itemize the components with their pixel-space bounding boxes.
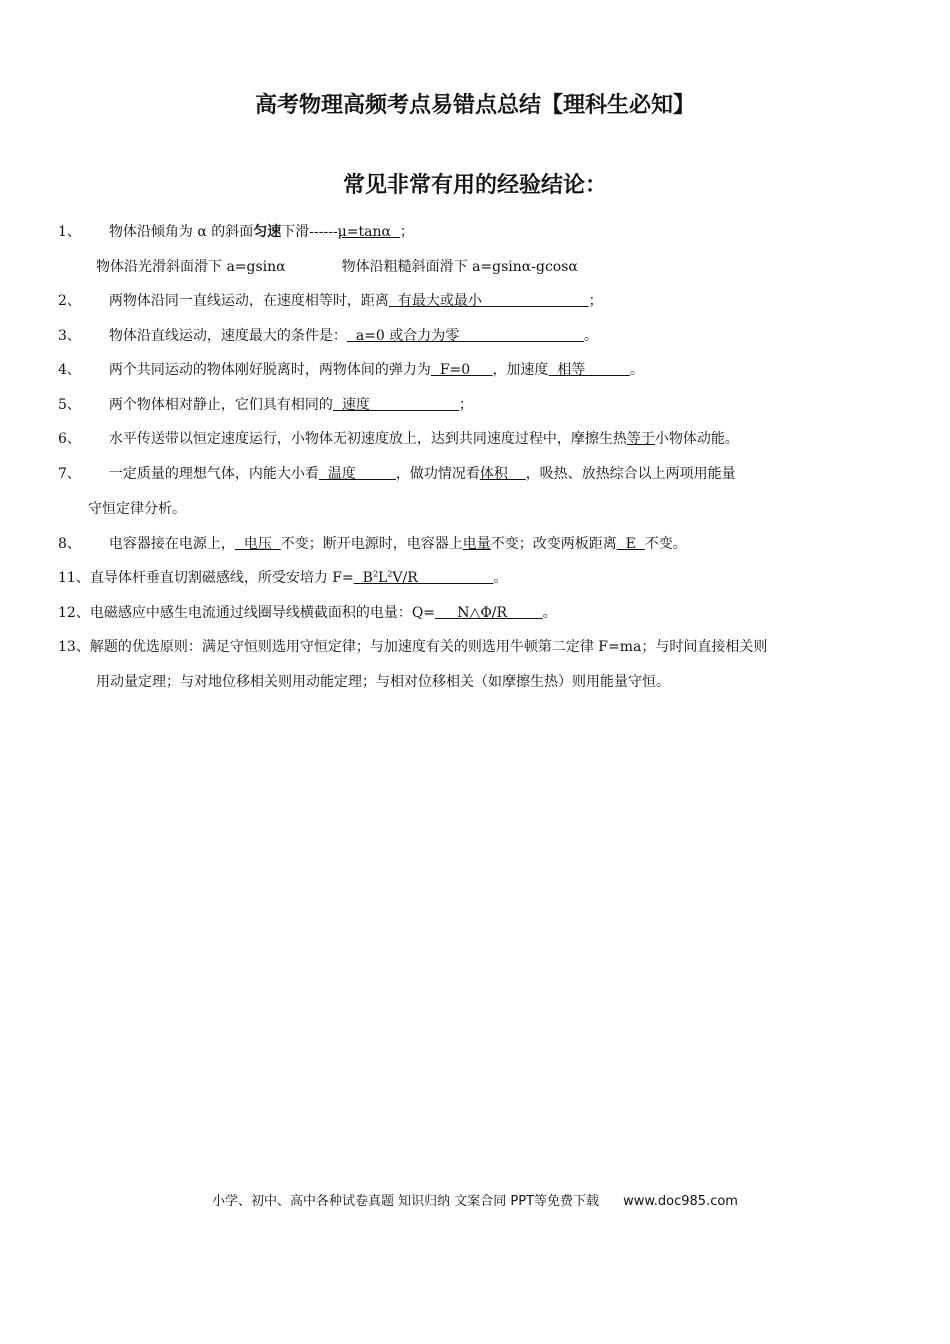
list-item-4: 4、 两个共同运动的物体刚好脱离时，两物体间的弹力为 F=0 ，加速度 相等 。 xyxy=(58,362,644,378)
list-item-1-sub: 物体沿光滑斜面滑下 a=gsinα 物体沿粗糙斜面滑下 a=gsinα-gcosα xyxy=(96,259,578,275)
list-item-13-continued: 用动量定理；与对地位移相关则用动能定理；与相对位移相关（如摩擦生热）则用能量守恒。 xyxy=(96,674,670,690)
list-item-12: 12、电磁感应中感生电流通过线圈导线横截面积的电量：Q= N△Φ/R 。 xyxy=(58,605,557,621)
list-item-11: 11、直导体杆垂直切割磁感线，所受安培力 $F= B^2L^2V/R$ 。 xyxy=(58,569,508,586)
answer-blank: 电量 xyxy=(462,536,491,552)
list-item-7: 7、 一定质量的理想气体，内能大小看 温度 ，做功情况看体积 ，吸热、放热综合以上两项用能量 xyxy=(58,466,736,482)
answer-blank: E xyxy=(616,536,645,552)
answer-blank: 有最大或最小 xyxy=(388,293,589,309)
answer-blank: 速度 xyxy=(332,397,459,413)
list-item-5: 5、 两个物体相对静止，它们具有相同的 速度 ； xyxy=(58,397,473,413)
footer-url: www.doc985.com xyxy=(623,1194,738,1209)
list-item-6: 6、 水平传送带以恒定速度运行，小物体无初速度放上，达到共同速度过程中，摩擦生热等于小物体动能。 xyxy=(58,431,739,447)
list-item-1: 1、 物体沿倾角为 α 的斜面匀速下滑------μ=tanα ； xyxy=(58,224,414,240)
list-item-13: 13、解题的优选原则：满足守恒则选用守恒定律；与加速度有关的则选用牛顿第二定律 F=ma；与时间直接相关则 xyxy=(58,639,768,655)
page-footer xyxy=(0,1190,950,1209)
answer-blank: N△Φ/R xyxy=(435,605,543,621)
answer-blank: μ=tanα xyxy=(337,224,400,240)
footer-text: 小学、初中、高中各种试卷真题 知识归纳 文案合同 PPT等免费下载 xyxy=(212,1194,600,1209)
section-heading: 常见非常有用的经验结论： xyxy=(342,173,607,198)
answer-blank: $B^2L^2V/R$ xyxy=(353,569,494,586)
answer-blank: 相等 xyxy=(548,362,630,378)
list-item-7-continued: 守恒定律分析。 xyxy=(88,501,186,517)
answer-blank: 电压 xyxy=(234,536,281,552)
list-item-2: 2、 两物体沿同一直线运动，在速度相等时，距离 有最大或最小 ； xyxy=(58,293,603,309)
list-item-8: 8、 电容器接在电源上， 电压 不变；断开电源时，电容器上电量不变；改变两板距离 E 不变。 xyxy=(58,536,687,552)
answer-blank: a=0 或合力为零 xyxy=(346,328,584,344)
answer-blank: F=0 xyxy=(430,362,493,378)
answer-blank: 等于 xyxy=(626,431,655,447)
answer-blank: 温度 xyxy=(318,466,396,482)
list-item-3: 3、 物体沿直线运动，速度最大的条件是： a=0 或合力为零 。 xyxy=(58,328,598,344)
document-title: 高考物理高频考点易错点总结【理科生必知】 xyxy=(254,93,695,118)
answer-blank: 体积 xyxy=(479,466,526,482)
